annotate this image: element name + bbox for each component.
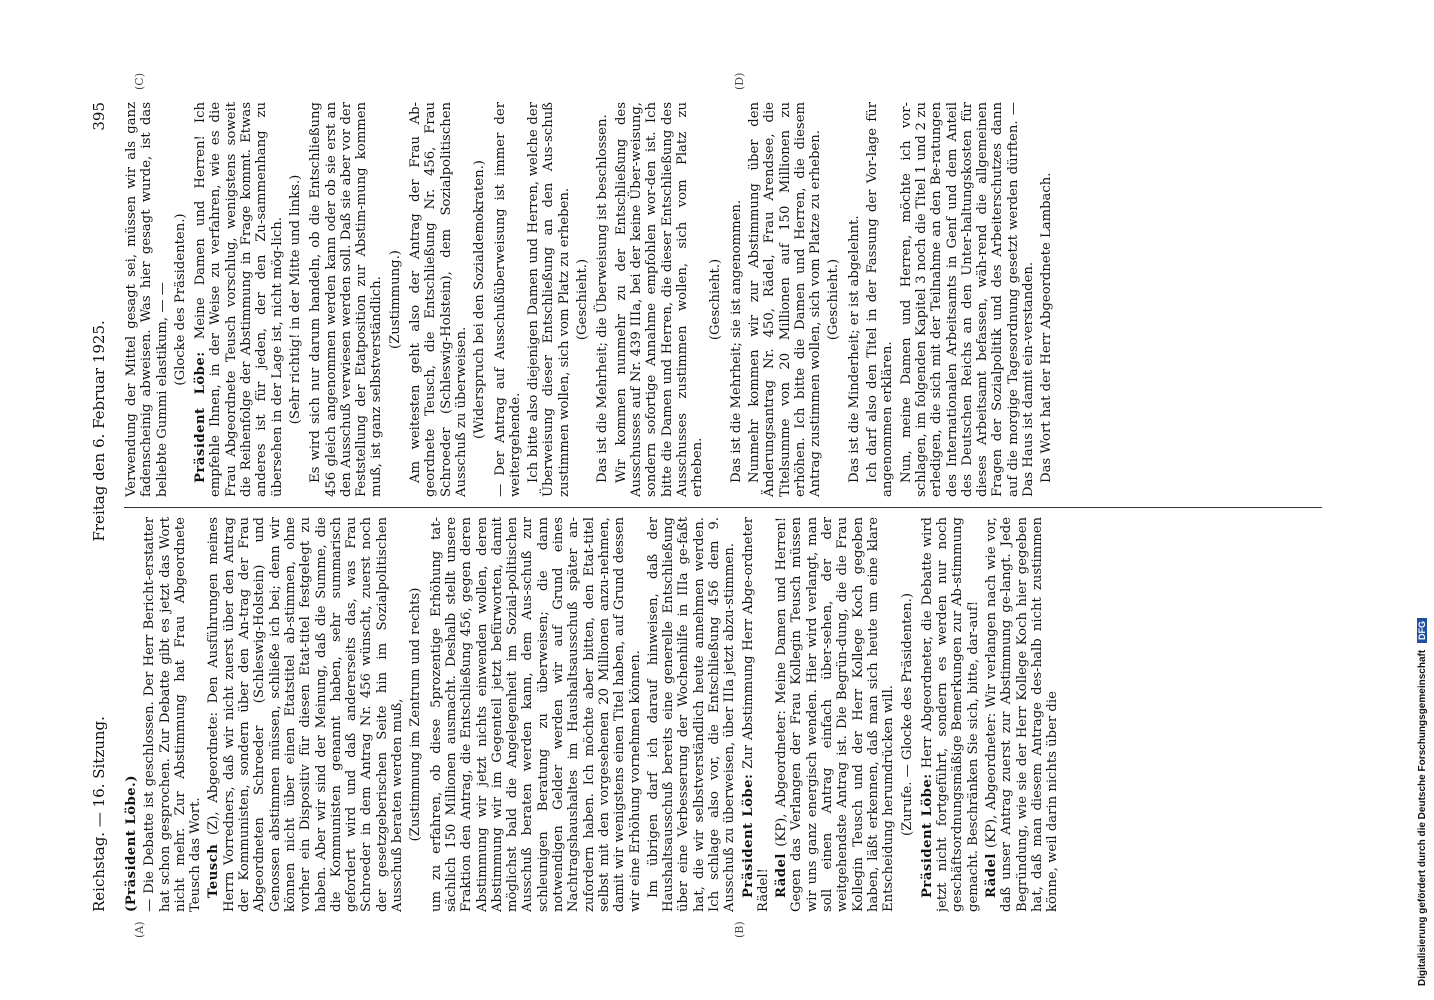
speaker-name: (Präsident Löbe.) (124, 775, 139, 912)
paragraph (595, 102, 610, 497)
paragraph (1039, 102, 1054, 497)
speaker-name: Rädel (774, 853, 790, 898)
paragraph (614, 102, 706, 497)
paragraph-text: — Der Antrag auf Ausschußüberweisung ist immer der weitergehende. (492, 102, 523, 497)
paragraph-text: Im übrigen darf ich darauf hinweisen, daß der Haushaltsausschuß bereits eine generelle Entschließung über eine Verbesserung der Wochenhilfe in IIIa ge-faßt hat, die wir selbstverständlich heute annehmen werden. Ich schlage also vor, die Entschließung 456 dem 9. Ausschuß zu überweisen, über IIIa jetzt abzu-stimmen. (645, 517, 738, 912)
speaker-name: Teusch (206, 843, 222, 898)
paragraph-text: Ich darf also den Titel in der Fassung der Vor-lage für angenommen erklären. (865, 102, 896, 497)
paragraph (826, 102, 841, 497)
digitization-credit (1414, 8, 1432, 998)
paragraph-text: (Widerspruch bei den Sozialdemokraten.) (472, 160, 488, 439)
paragraph-text: Ich bitte also diejenigen Damen und Herren, welche der Überweisung dieser Entschließung an den Aus-schuß zustimmen wollen, sich vom Platz zu erheben. (526, 102, 572, 497)
paragraph-text: (Geschieht.) (575, 258, 591, 341)
paragraph (526, 102, 572, 497)
speaker-name: Präsident Löbe: (193, 351, 209, 483)
column-divider (124, 507, 1322, 508)
speaker-name: Rädel (984, 853, 1000, 898)
paragraph-text: Das Wort hat der Herr Abgeordnete Lambach. (1039, 172, 1055, 483)
paragraph (429, 517, 643, 912)
paragraph (288, 102, 303, 497)
paragraph (646, 517, 738, 912)
paragraph-text: Nunmehr kommen wir zur Abstimmung über den Änderungsantrag Nr. 450, Rädel, Frau Arendsee, die Titelsumme von 20 Millionen auf 150 Millionen zu erhöhen. Ich bitte die Damen und Herren, die diesem Antrag zustimmen wollen, sich vom Platze zu erheben. (746, 102, 824, 497)
paragraph-text: (Geschieht.) (826, 258, 842, 341)
paragraph-text: Herr Abgeordneter, die Debatte wird jetzt nicht fortgeführt, sondern es werden nur noch geschäftsordnungsmäßige Bemerkungen zur Ab-stimmung gemacht. Beschränken Sie sich, bitte, dar-auf! (919, 517, 981, 912)
paragraph (408, 102, 469, 497)
right-column (124, 102, 1322, 497)
speaker-name: Präsident Löbe: (740, 773, 756, 898)
paragraph (920, 517, 981, 912)
paragraph (575, 102, 590, 497)
paragraph-text: (Zustimmung im Zentrum und rechts) (408, 587, 424, 842)
left-column (124, 517, 1322, 912)
margin-mark-c: (C) (133, 73, 146, 90)
page-body (90, 72, 1322, 938)
paragraph-text: (KP), Abgeordneter: Meine Damen und Herren! Gegen das Verlangen der Frau Kollegin Teusch müssen wir uns ganz energisch wenden. Hier wird verlangt, man soll einen Antrag einfach über-sehen, der der weitgehendste Antrag ist. Die Begrün-dung, die die Frau Kollegin Teusch und der Herr Kollege Koch gegeben haben, läßt erkennen, daß man sich heute um eine klare Entscheidung herumdrücken will. (774, 517, 897, 912)
paragraph (308, 102, 384, 497)
paragraph (388, 102, 403, 497)
speaker-name: Präsident Löbe: (919, 773, 935, 898)
paragraph-text: Verwendung der Mittel gesagt sei, müssen wir als ganz fadenscheinig abweisen. Was hier gesagt wurde, ist das beliebte Gummi elastikum, — — (124, 102, 170, 497)
paragraph-text: Nun, meine Damen und Herren, möchte ich vor-schlagen, im folgenden Kapitel 3 noch die Titel 1 und 2 zu erledigen, die sich mit der Teilnahme an den Be-ratungen des Internationalen Arbeitsamts in Genf und dem Anteil des Deutschen Reichs an den Unter-haltungskosten für dieses Arbeitsamt befassen, wäh-rend die allgemeinen Fragen der Sozialpolitik und des Arbeiterschutzes dann auf die morgige Tagesordnung gesetzt werden dürften. — Das Haus ist damit ein-verstanden. (898, 102, 1037, 497)
paragraph (899, 102, 1037, 497)
paragraph-text: Meine Damen und Herren! Ich empfehle Ihnen, in der Weise zu verfahren, wie es die Frau Abgeordnete Teusch vorschlug, wenigstens soweit die Reihenfolge der Abstimmung in Frage kommt. Etwas anderes ist für jeden, der den Zu-sammenhang zu übersehen in der Lage ist, nicht mög-lich. (193, 102, 285, 497)
paragraph (124, 102, 170, 497)
paragraph (741, 517, 772, 912)
paragraph-text: Es wird sich nur darum handeln, ob die Entschließung 456 gleich angenommen werden kann oder ob sie erst an den Ausschuß verwiesen werden soll. Daß sie aber vor der Feststellung der Etatposition zur Abstim-mung kommen muß, ist ganz selbstverständlich. (308, 102, 385, 497)
paragraph-text: (Geschieht.) (708, 258, 724, 341)
paragraph (847, 102, 862, 497)
paragraph (708, 102, 723, 497)
paragraph-text: Das ist die Mehrheit; sie ist angenommen. (728, 199, 744, 483)
paragraph-text: um zu erfahren, ob diese 5prozentige Erhöhung tat-sächlich 150 Millionen ausmacht. Deshalb stellt unsere Fraktion den Antrag, die Entschließung 456, gegen deren Abstimmung wir jetzt nichts einwenden wollen, deren Abstimmung wir im Gegenteil jetzt befürworten, damit möglichst bald die Angelegenheit im Sozial-politischen Ausschuß beraten werden kann, dem Aus-schuß zur schleunigen Beratung zu überweisen; die dann notwendigen Gelder werden wir auf Grund eines Nachtragshaushaltes im Haushaltsausschuß später an-zufordern haben. Ich möchte aber bitten, den Etat-titel selbst mit den vorgesehenen 20 Millionen anzu-nehmen, damit wir wenigstens einen Titel haben, auf Grund dessen wir eine Erhöhung vornehmen können. (428, 517, 643, 912)
running-header-right (92, 102, 114, 542)
paragraph (142, 517, 203, 912)
paragraph-text: (Sehr richtig! in der Mitte und links.) (287, 174, 303, 425)
paragraph (774, 517, 896, 912)
paragraph (472, 102, 487, 497)
paragraph (408, 517, 423, 912)
paragraph (124, 517, 139, 912)
paragraph-text: Das ist die Mehrheit; die Überweisung ist beschlossen. (595, 114, 611, 483)
credit-text: Digitalisierung gefördert durch die Deutsche Forschungsgemeinschaft (1417, 649, 1428, 986)
paragraph (173, 102, 188, 497)
paragraph-text: Das ist die Minderheit; er ist abgelehnt. (846, 215, 862, 483)
paragraph-text: (KP), Abgeordneter: Wir verlangen nach wie vor, daß unser Antrag zuerst zur Abstimmung ge-langt. Jede Begründung, wie sie der Herr Kollege Koch hier gegeben hat, daß man diesem Antrage des-halb nicht zustimmen könne, weil darin nichts über die (984, 517, 1061, 912)
margin-mark-b: (B) (733, 921, 746, 938)
paragraph-text: (Zustimmung.) (387, 250, 403, 349)
page-number: 395 (90, 102, 108, 131)
paragraph (206, 517, 405, 912)
paragraph (984, 517, 1060, 912)
paragraph-text: (Zurufe. — Glocke des Präsidenten.) (899, 592, 915, 837)
margin-mark-a: (A) (133, 921, 146, 938)
paragraph-text: — Die Debatte ist geschlossen. Der Herr Bericht-erstatter hat schon gesprochen. Zur Debatte gibt es jetzt das Wort nicht mehr. Zur Abstimmung hat Frau Abgeordnete Teusch das Wort. (142, 517, 204, 912)
paragraph (747, 102, 823, 497)
paragraph-text: Wir kommen nunmehr zu der Entschließung des Ausschusses auf Nr. 439 IIIa, bei der keine Über-weisung, sondern sofortige Annahme empfohlen wor-den ist. Ich bitte die Damen und Herren, die dieser Entschließung des Ausschusses zustimmen wollen, sich vom Platz zu erheben. (613, 102, 706, 497)
margin-mark-d: (D) (733, 72, 746, 90)
paragraph (865, 102, 896, 497)
running-header-left: Reichstag. — 16. Sitzung. (90, 716, 108, 912)
paragraph (729, 102, 744, 497)
header-date: Freitag den 6. Februar 1925. (90, 320, 108, 542)
paragraph (900, 517, 915, 912)
paragraph-text: Am weitesten geht also der Antrag der Frau Ab-geordnete Teusch, die Entschließung Nr. 456, Frau Schroeder (Schleswig-Holstein), dem Sozialpolitischen Ausschuß zu überweisen. (408, 102, 469, 497)
paragraph-text: Zur Abstimmung Herr Abge-ordneter Rädel! (740, 517, 771, 912)
paragraph-text: (Glocke des Präsidenten.) (172, 213, 188, 386)
paragraph (493, 102, 524, 497)
paragraph (193, 102, 285, 497)
dfg-logo: DFG (1417, 618, 1427, 643)
paragraph-text: (Z), Abgeordnete: Den Ausführungen meines Herrn Vorredners, daß wir nicht zuerst über den Antrag der Kommunisten, sondern über den An-trag der Frau Abgeordneten Schroeder (Schleswig-Holstein) und Genossen abstimmen müssen, schließe ich bei; denn wir können nicht über einen Etatstitel ab-stimmen, ohne vorher ein Dispositiv für diesen Etat-titel festgelegt zu haben. Aber wir sind der Meinung, daß die Summe, die die Kommunisten genannt haben, sehr summarisch gefordert wird und daß andererseits das, was Frau Schroeder in dem Antrag Nr. 456 wünscht, zuerst noch der gesetzgeberischen Seite hin im Sozialpolitischen Ausschuß beraten werden muß, (206, 517, 406, 912)
